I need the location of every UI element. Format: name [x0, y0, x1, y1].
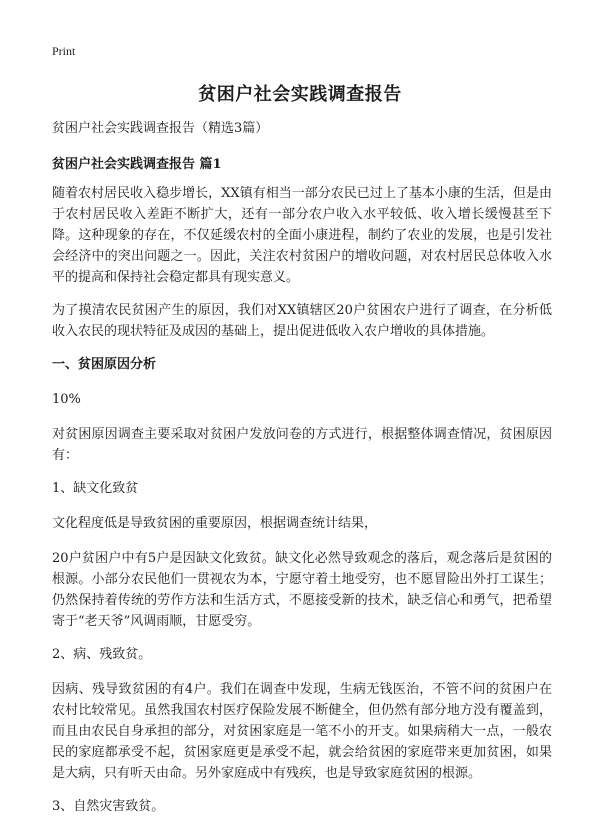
list-item-illness: 2、病、残致贫。: [52, 647, 152, 662]
paragraph-causes-intro: 对贫困原因调查主要采取对贫困户发放问卷的方式进行，根据整体调查情况，贫困原因有：: [52, 427, 552, 463]
paragraph-illness-detail: 因病、残导致贫困的有4户。我们在调查中发现，生病无钱医治，不管不问的贫困户在农村比较常见。虽然我国农村医疗保险发展不断健全，但仍然有部分地方没有覆盖到，而且由农民自身承担的部分，对贫困家庭是一笔不小的开支。如果病稍大一点，一般农民的家庭都承受不起，贫困家庭更是承受不起，就会给贫困的家庭带来更加贫困，如果是大病，只有听天由命。另外家庭成中有残疾，也是导致家庭贫困的根源。: [52, 682, 552, 781]
document-body: [52, 118, 552, 828]
paragraph-education-lead: 文化程度低是导致贫困的重要原因，根据调查统计结果，: [52, 516, 378, 531]
paragraph-education-detail: 20户贫困户中有5户是因缺文化致贫。缺文化必然导致观念的落后，观念落后是贫困的根源。小部分农民他们一贯视农为本，宁愿守着土地受穷，也不愿冒险出外打工谋生；仍然保持着传统的劳作方法和生活方式，不愿接受新的技术，缺乏信心和勇气，把希望寄于“老天爷”风调雨顺，甘愿受穷。: [52, 551, 552, 629]
list-item-lack-education: 1、缺文化致贫: [52, 481, 139, 496]
document-subtitle: 贫困户社会实践调查报告（精选3篇）: [52, 121, 269, 136]
print-link[interactable]: Print: [52, 44, 76, 58]
paragraph-intro: 随着农村居民收入稳步增长，XX镇有相当一部分农民已过上了基本小康的生活，但是由于农村居民收入差距不断扩大，还有一部分农户收入水平较低、收入增长缓慢甚至下降。这种现象的存在，不仅延缓农村的全面小康进程，制约了农业的发展，也是引发社会经济中的突出问题之一。因此，关注农村贫困户的增收问题，对农村居民总体收入水平的提高和保持社会稳定都具有现实意义。: [52, 186, 552, 285]
heading-cause-analysis: 一、贫困原因分析: [52, 357, 157, 372]
paragraph-survey: 为了摸清农民贫困产生的原因，我们对XX镇辖区20户贫困农户进行了调查，在分析低收入农民的现状特征及成因的基础上，提出促进低收入农户增收的具体措施。: [52, 303, 552, 339]
percent-text: 10%: [52, 392, 81, 407]
section-heading: 贫困户社会实践调查报告 篇1: [52, 157, 222, 172]
page-title: 贫困户社会实践调查报告: [198, 84, 402, 105]
list-item-natural-disaster: 3、自然灾害致贫。: [52, 799, 165, 814]
